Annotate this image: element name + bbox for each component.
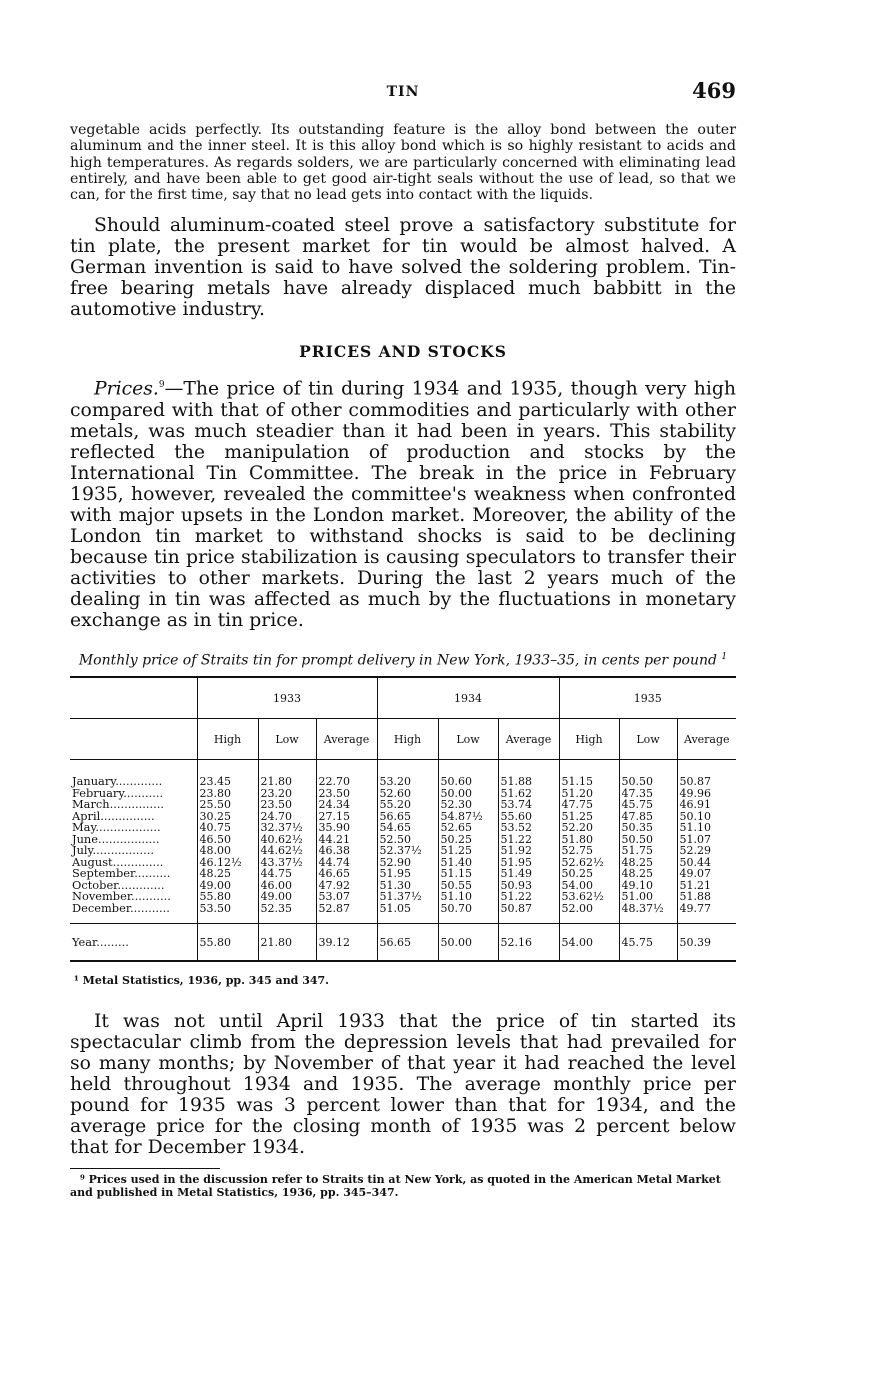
cell: 23.50: [258, 799, 316, 811]
cell: 50.60: [438, 760, 498, 788]
page-number: 469: [692, 78, 736, 103]
cell: 46.12½: [197, 857, 258, 869]
cell: 52.90: [377, 857, 438, 869]
cell: 52.75: [559, 845, 619, 857]
cell: 54.65: [377, 822, 438, 834]
cell: 51.75: [619, 845, 677, 857]
leader-dots: ...........: [131, 889, 171, 904]
page: [70, 78, 736, 1199]
cell: 35.90: [316, 822, 377, 834]
cell: 55.80: [197, 891, 258, 903]
cell: 53.74: [498, 799, 559, 811]
cell: 27.15: [316, 811, 377, 823]
cell: 50.25: [438, 834, 498, 846]
cell: 51.10: [677, 822, 736, 834]
cell: 51.20: [559, 788, 619, 800]
leader-dots: ...............: [100, 808, 155, 823]
cell: 52.29: [677, 845, 736, 857]
cell: 50.50: [619, 834, 677, 846]
cell: 51.25: [559, 811, 619, 823]
cell: 50.87: [498, 903, 559, 924]
cell: 46.65: [316, 868, 377, 880]
cell: 55.20: [377, 799, 438, 811]
col-high: High: [197, 719, 258, 760]
month-rows: [70, 760, 736, 924]
cell: 51.88: [498, 760, 559, 788]
cell: 51.25: [438, 845, 498, 857]
cell: 21.80: [258, 760, 316, 788]
col-average: Average: [316, 719, 377, 760]
leader-dots: .............: [115, 774, 163, 789]
cell: 54.00: [559, 924, 619, 962]
col-high: High: [559, 719, 619, 760]
leader-dots: ..........: [134, 866, 171, 881]
row-label-month: October.............: [72, 877, 165, 892]
cell: 50.00: [438, 924, 498, 962]
footnote-mark-9: 9: [158, 380, 165, 391]
cell: 52.30: [438, 799, 498, 811]
cell: 49.00: [197, 880, 258, 892]
year-header-row: [70, 677, 736, 719]
row-label-month: March...............: [72, 797, 164, 812]
cell: 49.77: [677, 903, 736, 924]
cell: 51.95: [498, 857, 559, 869]
footnote-rule: [70, 1168, 220, 1169]
tin-price-table: [70, 676, 736, 962]
cell: 51.37½: [377, 891, 438, 903]
cell: 54.00: [559, 880, 619, 892]
cell: 50.50: [619, 760, 677, 788]
year-header-1934: 1934: [377, 677, 559, 719]
row-label-month: December...........: [72, 900, 170, 915]
cell: 50.35: [619, 822, 677, 834]
section-heading: PRICES AND STOCKS: [299, 342, 507, 362]
cell: 52.50: [377, 834, 438, 846]
cell: 53.52: [498, 822, 559, 834]
cell: 24.70: [258, 811, 316, 823]
col-average: Average: [498, 719, 559, 760]
leader-dots: ..................: [95, 820, 161, 835]
leader-dots: .........: [96, 935, 129, 950]
cell: 48.25: [619, 868, 677, 880]
cell: 51.15: [559, 760, 619, 788]
cell: 54.87½: [438, 811, 498, 823]
year-header-1935: 1935: [559, 677, 736, 719]
col-low: Low: [438, 719, 498, 760]
cell: 56.65: [377, 811, 438, 823]
cell: 39.12: [316, 924, 377, 962]
cell: 53.20: [377, 760, 438, 788]
cell: 52.65: [438, 822, 498, 834]
cell: 23.50: [316, 788, 377, 800]
cell: 55.80: [197, 924, 258, 962]
subheader-row: [70, 719, 736, 760]
quoted-paragraph: vegetable acids perfectly. Its outstanding feature is the alloy bond between the outer aluminum and the inner steel. It is this alloy bond which is so highly resistant to acids and high temperatures. As regards solders, we are particularly concerned with eliminating lead entirely, and have been able to get good air-tight seals without the use of lead, so that we can, for the first time, say that no lead gets into contact with the liquids.: [70, 122, 736, 204]
leader-dots: ...........: [130, 900, 170, 915]
row-label-month: September..........: [72, 866, 171, 881]
leader-dots: ...............: [109, 797, 164, 812]
cell: 45.75: [619, 799, 677, 811]
row-label-month: January.............: [72, 774, 163, 789]
leader-dots: ..............: [112, 854, 164, 869]
cell: 51.22: [498, 834, 559, 846]
cell: 55.60: [498, 811, 559, 823]
cell: 24.34: [316, 799, 377, 811]
row-label-month: July.................: [72, 843, 155, 858]
stub-subheader: [70, 719, 197, 760]
cell: 30.25: [197, 811, 258, 823]
cell: 49.07: [677, 868, 736, 880]
running-head: [70, 78, 736, 112]
cell: 51.21: [677, 880, 736, 892]
row-label-month: August..............: [72, 854, 164, 869]
cell: 51.62: [498, 788, 559, 800]
cell: 52.35: [258, 903, 316, 924]
cell: 47.92: [316, 880, 377, 892]
row-label-month: November...........: [72, 889, 171, 904]
prices-label: Prices.: [94, 378, 159, 400]
stub-header: [70, 677, 197, 719]
cell: 51.92: [498, 845, 559, 857]
cell: 46.50: [197, 834, 258, 846]
col-low: Low: [258, 719, 316, 760]
cell: 51.80: [559, 834, 619, 846]
running-title: TIN: [386, 84, 420, 100]
year-header-1933: 1933: [197, 677, 377, 719]
table-row: [70, 903, 736, 924]
page-footnote: ⁹ Prices used in the discussion refer to Straits tin at New York, as quoted in the American Metal Market and published in Metal Statistics, 1936, pp. 345–347.: [70, 1173, 721, 1200]
cell: 49.10: [619, 880, 677, 892]
cell: 50.93: [498, 880, 559, 892]
cell: 51.05: [377, 903, 438, 924]
cell: 32.37½: [258, 822, 316, 834]
cell: 46.38: [316, 845, 377, 857]
body-paragraph-climb: It was not until April 1933 that the price of tin started its spectacular climb from the depression levels that had prevailed for so many months; by November of that year it had reached the level held throughout 1934 and 1935. The average monthly price per pound for 1935 was 3 percent lower than that for 1934, and the average price for the closing month of 1935 was 2 percent below that for December 1934.: [70, 1011, 736, 1159]
year-total-row-group: [70, 924, 736, 962]
cell: 40.75: [197, 822, 258, 834]
cell: 51.22: [498, 891, 559, 903]
cell: 51.88: [677, 891, 736, 903]
cell: 53.07: [316, 891, 377, 903]
row-label-month: June.................: [72, 831, 160, 846]
cell: 47.75: [559, 799, 619, 811]
row-label-month: April...............: [72, 808, 155, 823]
cell: 51.10: [438, 891, 498, 903]
cell: 52.16: [498, 924, 559, 962]
table-footnote: ¹ Metal Statistics, 1936, pp. 345 and 347.: [74, 974, 329, 988]
table-caption-text: Monthly price of Straits tin for prompt delivery in New York, 1933–35, in cents per pound: [78, 652, 717, 669]
cell: 56.65: [377, 924, 438, 962]
body-paragraph-prices: [70, 375, 736, 630]
leader-dots: .................: [92, 843, 155, 858]
col-average: Average: [677, 719, 736, 760]
col-low: Low: [619, 719, 677, 760]
cell: 44.75: [258, 868, 316, 880]
cell: 47.85: [619, 811, 677, 823]
cell: 44.21: [316, 834, 377, 846]
cell: 51.15: [438, 868, 498, 880]
cell: 23.20: [258, 788, 316, 800]
cell: 40.62½: [258, 834, 316, 846]
row-label-month: May..................: [72, 820, 161, 835]
cell: 53.50: [197, 903, 258, 924]
cell: 48.00: [197, 845, 258, 857]
cell: 49.96: [677, 788, 736, 800]
cell: 47.35: [619, 788, 677, 800]
cell: 45.75: [619, 924, 677, 962]
cell: 48.25: [619, 857, 677, 869]
cell: 21.80: [258, 924, 316, 962]
cell: 50.25: [559, 868, 619, 880]
cell: 53.62½: [559, 891, 619, 903]
leader-dots: .................: [97, 831, 160, 846]
cell: 52.60: [377, 788, 438, 800]
cell: 52.87: [316, 903, 377, 924]
cell: 51.40: [438, 857, 498, 869]
cell: 44.62½: [258, 845, 316, 857]
cell: 23.80: [197, 788, 258, 800]
cell: 52.20: [559, 822, 619, 834]
cell: 44.74: [316, 857, 377, 869]
cell: 48.37½: [619, 903, 677, 924]
cell: 52.37½: [377, 845, 438, 857]
row-label-month: February...........: [72, 785, 164, 800]
cell: 46.91: [677, 799, 736, 811]
body-paragraph-aluminum: Should aluminum-coated steel prove a satisfactory substitute for tin plate, the present market for tin would be almost halved. A German invention is said to have solved the soldering problem. Tin-free bearing metals have already displaced much babbitt in the automotive industry.: [70, 215, 736, 321]
cell: 52.00: [559, 903, 619, 924]
cell: 50.44: [677, 857, 736, 869]
cell: 50.55: [438, 880, 498, 892]
cell: 25.50: [197, 799, 258, 811]
cell: 50.70: [438, 903, 498, 924]
row-label-year: Year.........: [70, 924, 197, 962]
table-caption: [70, 649, 736, 669]
cell: 23.45: [197, 760, 258, 788]
cell: 43.37½: [258, 857, 316, 869]
cell: 52.62½: [559, 857, 619, 869]
cell: 50.10: [677, 811, 736, 823]
cell: 51.00: [619, 891, 677, 903]
cell: 51.95: [377, 868, 438, 880]
cell: 48.25: [197, 868, 258, 880]
prices-text: —The price of tin during 1934 and 1935, though very high compared with that of other commodities and particularly with other metals, was much steadier than it had been in years. This stability reflected the manipulation of production and stocks by the International Tin Committee. The break in the price in February 1935, however, revealed the committee's weakness when confronted with major upsets in the London market. Moreover, the ability of the London tin market to withstand shocks is said to be declining because tin price stabilization is causing speculators to transfer their activities to other markets. During the last 2 years much of the dealing in tin was affected as much by the fluctuations in monetary exchange as in tin price.: [70, 378, 736, 631]
cell: 50.39: [677, 924, 736, 962]
table-row: [70, 760, 736, 788]
cell: 50.87: [677, 760, 736, 788]
table-row-year: [70, 924, 736, 962]
cell: 51.07: [677, 834, 736, 846]
cell: 46.00: [258, 880, 316, 892]
leader-dots: .............: [117, 877, 165, 892]
col-high: High: [377, 719, 438, 760]
cell: 22.70: [316, 760, 377, 788]
caption-footnote-mark: 1: [721, 651, 728, 662]
cell: 51.49: [498, 868, 559, 880]
cell: 50.00: [438, 788, 498, 800]
cell: 51.30: [377, 880, 438, 892]
cell: 49.00: [258, 891, 316, 903]
leader-dots: ...........: [123, 785, 164, 800]
